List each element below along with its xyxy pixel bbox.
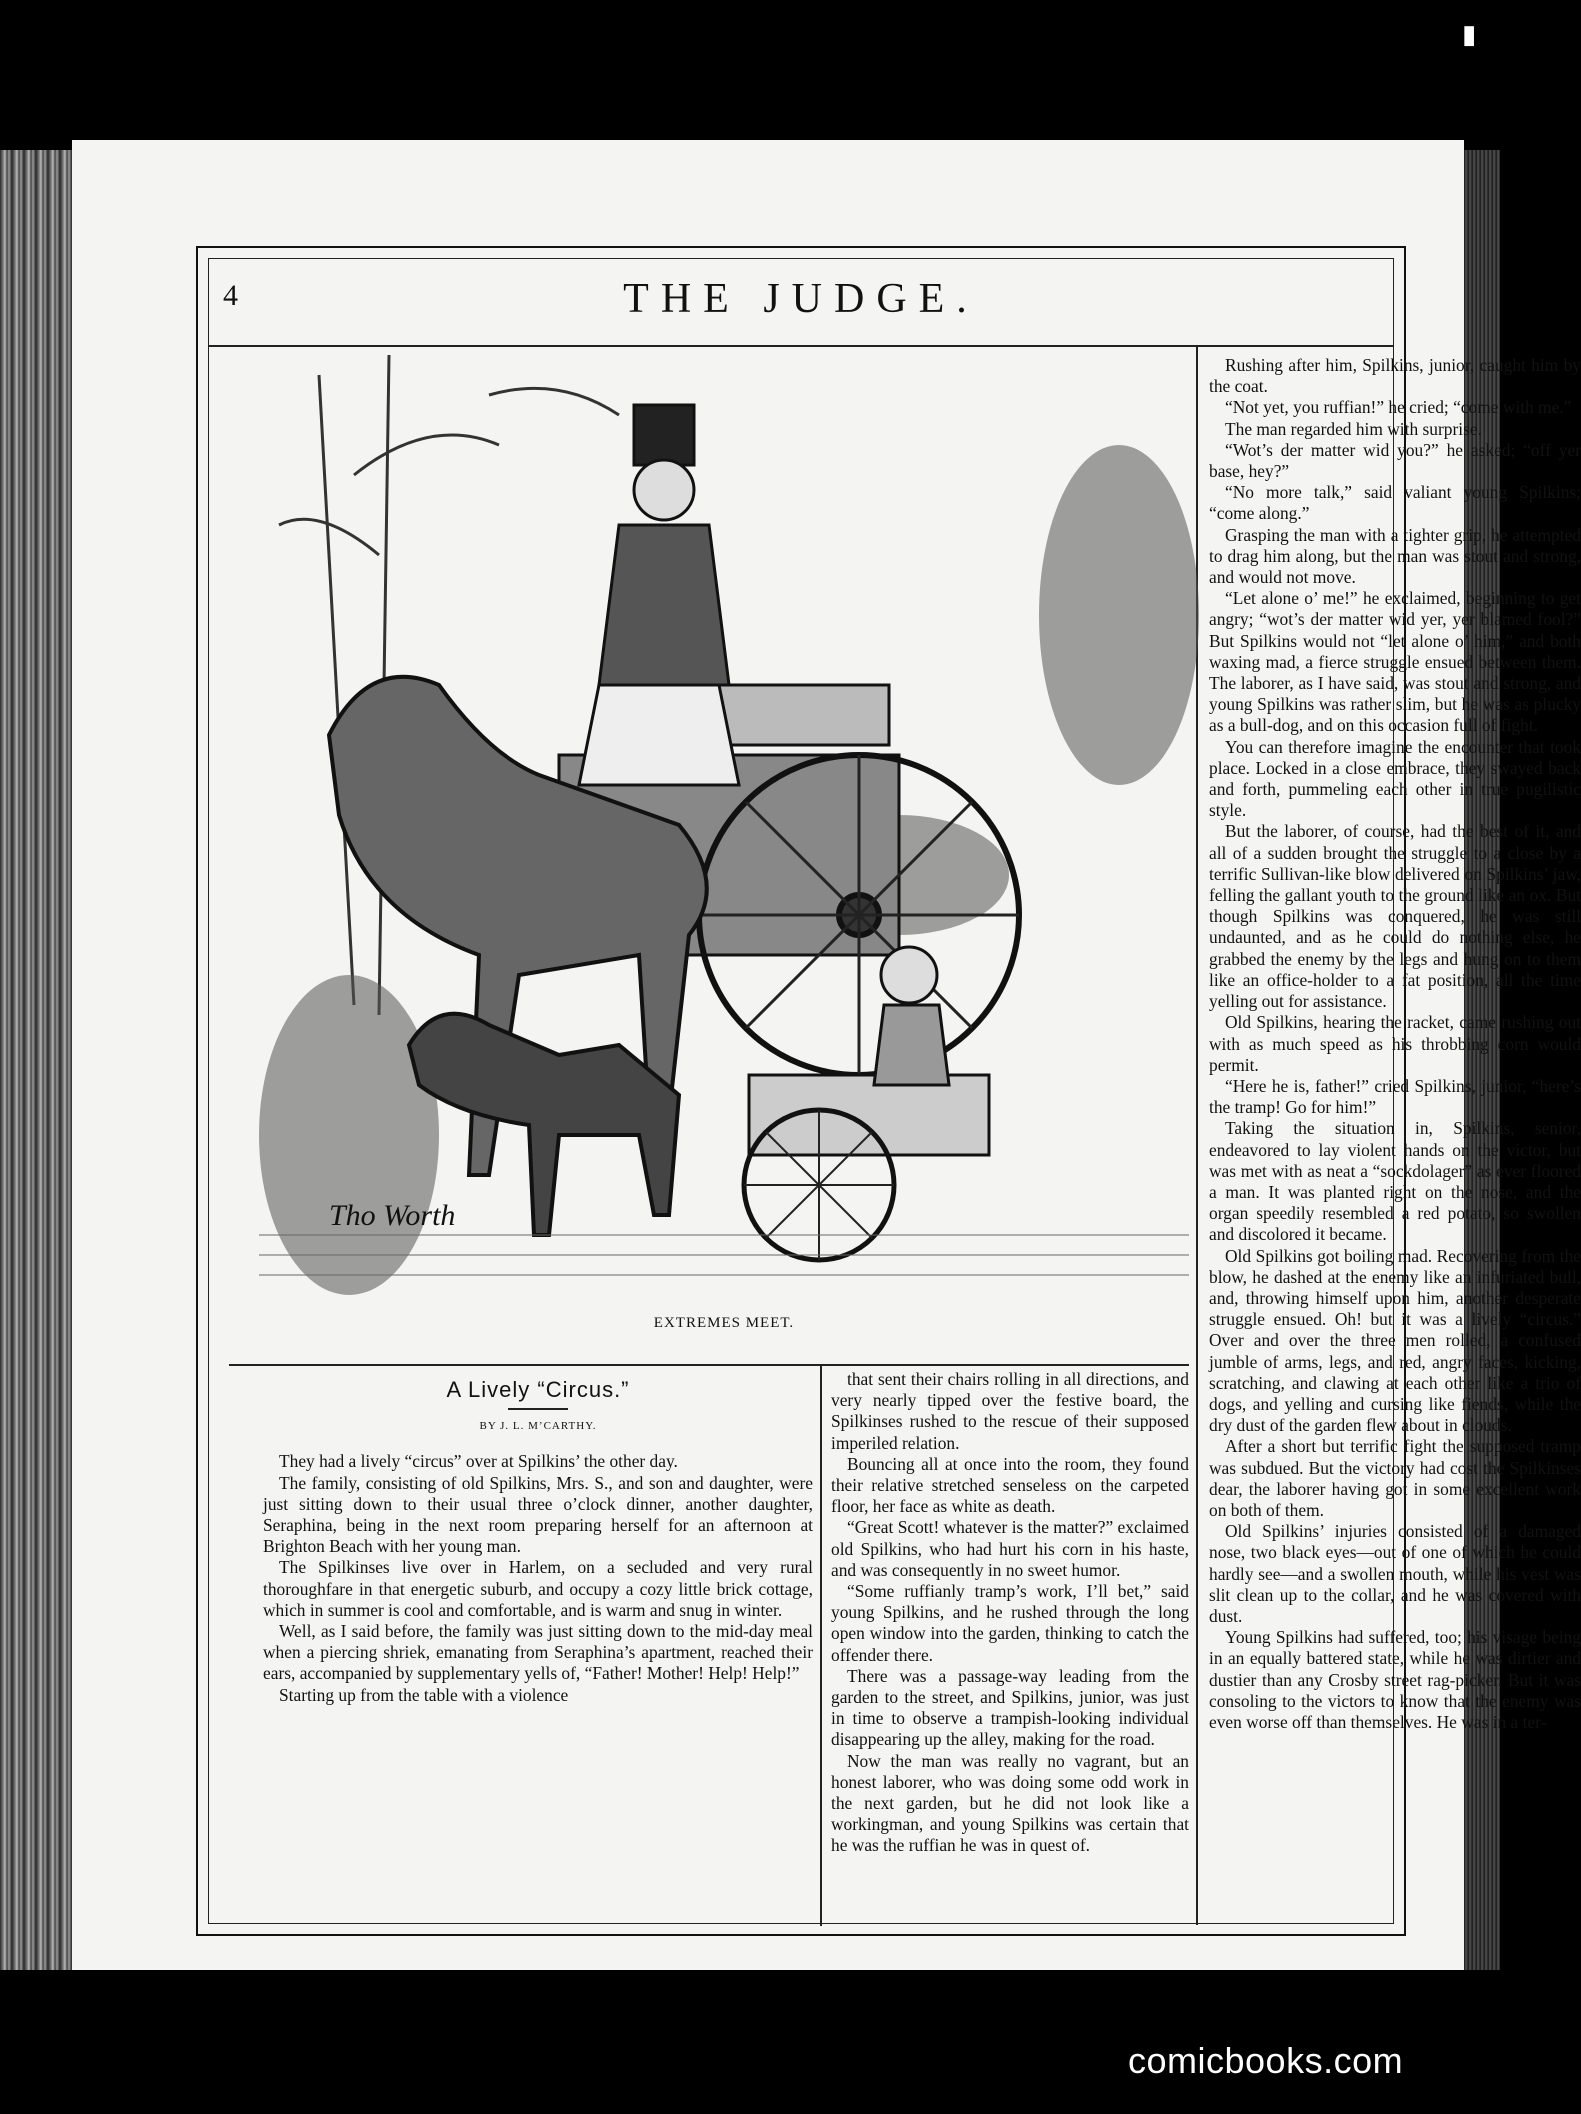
paragraph: “Wot’s der matter wid you?” he asked; “off yer base, hey?” [1209,439,1581,482]
column-divider-left [820,1366,822,1926]
paragraph: The Spilkinses live over in Harlem, on a secluded and very rural thoroughfare in that energetic suburb, and occupy a cozy little brick cottage, which in summer is cool and comfortable, and is warm and snug in winter. [263,1557,813,1620]
paragraph: They had a lively “circus” over at Spilkins’ the other day. [279,1451,678,1472]
title-rule [508,1408,568,1410]
paragraph: You can therefore imagine the encounter that took place. Locked in a close embrace, they swayed back and forth, pummeling each other in true pugilistic style. [1209,736,1581,821]
paragraph: Starting up from the table with a violence [279,1684,569,1705]
paragraph: Old Spilkins’ injuries consisted of a damaged nose, two black eyes—out of one of which he could hardly see—and a swollen mouth, while his vest was slit clean up to the collar, and he was covered with dust. [1209,1521,1581,1626]
paragraph: “No more talk,” said valiant young Spilkins; “come along.” [1209,482,1581,524]
site-watermark: comicbooks.com [1128,2040,1404,2081]
paragraph: Young Spilkins had suffered, too; his visage being in an equally battered state, while he was dirtier and dustier than any Crosby street rag-picker. But it was consoling to the victors to know that the enemy was even worse off than themselves. He was in a ter- [1209,1627,1581,1732]
page-header [209,259,1393,347]
masthead-title: THE JUDGE. [623,276,979,322]
carriage-engraving [259,355,1189,1305]
paragraph: The man regarded him with surprise. [1225,418,1482,439]
magazine-page [72,140,1581,1970]
paragraph: Rushing after him, Spilkins, junior, caught him by the coat. [1209,355,1581,397]
article-byline: BY J. L. M’CARTHY. [479,1420,597,1433]
paragraph: “Let alone o’ me!” he exclaimed, beginning to get angry; “wot’s der matter wid yer, yer blamed fool?” But Spilkins would not “let alone o’ him,” and both waxing mad, a fierce struggle ensued between them. The laborer, as I have said, was stout and strong, and young Spilkins was rather slim, but he was as plucky as a bull-dog, and on this occasion full of fight. [1209,588,1581,736]
article-title: A Lively “Circus.” [446,1377,630,1402]
paragraph: that sent their chairs rolling in all directions, and very nearly tipped over the festive board, the Spilkinses rushed to the rescue of their supposed imperiled relation. [831,1369,1189,1453]
paragraph: “Here he is, father!” cried Spilkins, junior, “here’s the tramp! Go for him!” [1209,1075,1581,1118]
artist-signature: Tho Worth [329,1199,456,1232]
paragraph: “Some ruffianly tramp’s work, I’ll bet,” said young Spilkins, and he rushed through the long open window into the garden, thinking to catch the offender there. [831,1581,1189,1665]
page-inner-border [208,258,1581,1924]
paragraph: After a short but terrific fight the supposed tramp was subdued. But the victory had cost the Spilkinses dear, the laborer having got in some excellent work on both of them. [1209,1436,1581,1520]
paragraph: Grasping the man with a tighter grip, he attempted to drag him along, but the man was stout and strong, and would not move. [1209,524,1581,588]
paragraph: Taking the situation in, Spilkins, senior, endeavored to lay violent hands on the victor, but was met with as neat a “sockdolager” as ever floored a man. It was planted right on the nose, and the organ speedily resembled a red potato, so swollen and discolored it became. [1209,1118,1581,1245]
book-binding [0,150,78,1970]
paragraph: Well, as I said before, the family was just sitting down to the mid-day meal when a piercing shriek, emanating from Seraphina’s apartment, reached their ears, accompanied by supplementary yells of, “Father! Mother! Help! Help!” [263,1621,813,1684]
paragraph: There was a passage-way leading from the garden to the street, and Spilkins, junior, was just in time to observe a trampish-looking individual disappearing up the alley, making for the road. [831,1665,1189,1750]
paragraph: “Not yet, you ruffian!” he cried; “come with me.” [1225,397,1572,418]
text-column-middle [831,1369,1189,1857]
illustration [259,355,1189,1351]
paragraph: Old Spilkins got boiling mad. Recovering from the blow, he dashed at the enemy like an infuriated bull, and, throwing himself upon him, another desperate struggle ensued. Oh! but it was a lively “circus.” Over and over the three men rolled, a confused jumble of arms, legs, and red, angry faces, kicking, scratching, and clawing at each other like a trio of dogs, and yelling and cursing like fiends, while the dry dust of the garden flew about in clouds. [1209,1245,1581,1436]
page-frame [196,246,1581,1936]
bookmark-icon: ▮ [1462,20,1477,49]
paragraph: Bouncing all at once into the room, they found their relative stretched senseless on the carpeted floor, her face as white as death. [831,1453,1189,1517]
paragraph: Old Spilkins, hearing the racket, came rushing out with as much speed as his throbbing corn would permit. [1209,1012,1581,1075]
paragraph: “Great Scott! whatever is the matter?” exclaimed old Spilkins, who had hurt his corn in his haste, and was consequently in no sweet humor. [831,1517,1189,1580]
illustration-caption: EXTREMES MEET. [653,1315,795,1331]
text-column-right [1209,355,1581,1733]
page-number: 4 [223,279,238,312]
paragraph: But the laborer, of course, had the best of it, and all of a sudden brought the struggle to a close by a terrific Sullivan-like blow delivered on Spilkins’ jaw, felling the gallant youth to the ground like an ox. But though Spilkins was conquered, he was still undaunted, and as he could do nothing else, he grabbed the enemy by the legs and hung on to them like an office-holder to a fat position, all the time yelling out for assistance. [1209,821,1581,1012]
text-column-left [263,1369,813,1706]
paragraph: Now the man was really no vagrant, but an honest laborer, who was doing some odd work in the next garden, but he did not look like a workingman, and young Spilkins was certain that he was the ruffian he was in quest of. [831,1750,1189,1856]
paragraph: The family, consisting of old Spilkins, Mrs. S., and son and daughter, were just sitting down to their usual three o’clock dinner, another daughter, Seraphina, being in the next room preparing herself for an afternoon at Brighton Beach with her young man. [263,1472,813,1557]
horizontal-rule [229,1364,1189,1366]
